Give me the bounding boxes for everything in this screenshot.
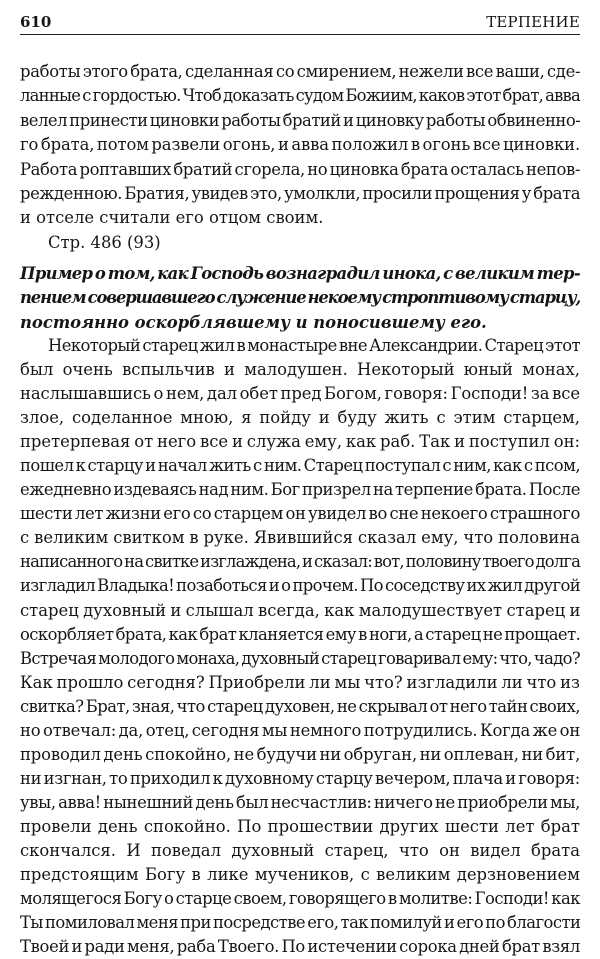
text-line: изгладил Владыка! позаботься и о прочем. По соседству их жил другой bbox=[20, 576, 580, 596]
text-line: ланные с гордостью. Чтоб доказать судом Божиим, каков этот брат, авва bbox=[20, 86, 581, 106]
text-line: ни изгнан, то приходил к духовному старцу вечером, плача и говоря: bbox=[20, 768, 580, 788]
text-line: претерпевая от него все и служа ему, как раб. Так и поступил он: bbox=[20, 432, 581, 452]
page-number: 610 bbox=[20, 13, 52, 31]
heading-line: постоянно оскорблявшему и поносившему его. bbox=[20, 312, 487, 332]
running-header bbox=[20, 12, 580, 35]
text-line: с великим свитком в руке. Явившийся сказал ему, что половина bbox=[20, 528, 580, 548]
text-line: ежедневно издеваясь над ним. Бог призрел на терпение брата. После bbox=[20, 480, 580, 500]
text-line: Работа роптавших братий сгорела, но циновка брата осталась непов- bbox=[20, 159, 580, 179]
text-line: Некоторый старец жил в монастыре вне Александрии. Старец этот bbox=[48, 336, 580, 355]
text-line: пошел к старцу и начал жить с ним. Старец поступал с ним, как с псом, bbox=[20, 456, 580, 476]
heading-line: Пример о том, как Господь вознаградил инока, с великим тер- bbox=[20, 264, 580, 283]
text-line: свитка? Брат, зная, что старец духовен, не скрывал от него тайн своих, bbox=[20, 696, 581, 716]
text-line: предстоящим Богу в лике мучеников, с великим дерзновением bbox=[20, 865, 580, 885]
text-line: проводил день спокойно, не будучи ни обруган, ни оплеван, ни бит, bbox=[20, 744, 581, 764]
text-line: велел принести циновки работы братий и циновку работы обвиненно- bbox=[20, 110, 581, 130]
text-line: режденною. Братия, увидев это, умолкли, просили прощения у брата bbox=[20, 183, 581, 203]
text-line: Встречая молодого монаха, духовный старец говаривал ему: что, чадо? bbox=[20, 648, 580, 668]
text-line: увы, авва! нынешний день был несчастлив: ничего не приобрели мы, bbox=[20, 792, 580, 812]
text-line: злое, соделанное мною, я пойду и буду жить с этим старцем, bbox=[20, 408, 580, 428]
source-reference: Стр. 486 (93) bbox=[48, 232, 161, 252]
heading-line: пением совершавшего служение некоему строптивому старцу, bbox=[20, 288, 581, 308]
text-line: го брата, потом развели огонь, и авва положил в огонь все циновки. bbox=[20, 135, 581, 155]
running-title: ТЕРПЕНИЕ bbox=[486, 13, 580, 31]
text-line: Ты помиловал меня при посредстве его, так помилуй и его по благости bbox=[20, 913, 581, 933]
text-line: скончался. И поведал духовный старец, что он видел брата bbox=[20, 840, 580, 860]
text-line: но отвечал: да, отец, сегодня мы немного потрудились. Когда же он bbox=[20, 720, 581, 740]
text-line: Твоей и ради меня, раба Твоего. По истечении сорока дней брат взял bbox=[20, 937, 580, 957]
text-line: был очень вспыльчив и малодушен. Некоторый юный монах, bbox=[20, 360, 580, 380]
paragraph-continued bbox=[20, 60, 580, 255]
section-heading bbox=[20, 262, 580, 335]
text-line: написанного на свитке изглаждена, и сказал: вот, половину твоего долга bbox=[20, 552, 580, 572]
text-line: наслышавшись о нем, дал обет пред Богом, говоря: Господи! за все bbox=[20, 384, 580, 404]
text-line: оскорбляет брата, как брат кланяется ему в ноги, а старец не прощает. bbox=[20, 624, 581, 644]
text-line: провели день спокойно. По прошествии других шести лет брат bbox=[20, 816, 580, 836]
text-line: молящегося Богу о старце своем, говорящего в молитве: Господи! как bbox=[20, 889, 580, 909]
text-line: работы этого брата, сделанная со смирением, нежели все ваши, сде- bbox=[20, 62, 581, 81]
text-line: и отселе считали его отцом своим. bbox=[20, 208, 324, 228]
text-line: старец духовный и слышал всегда, как малодушествует старец и bbox=[20, 600, 581, 620]
text-line: Как прошло сегодня? Приобрели ли мы что? изгладили ли что из bbox=[20, 672, 580, 692]
paragraph-story bbox=[20, 334, 580, 959]
text-line: шести лет жизни его со старцем он увидел во сне некоего страшного bbox=[20, 504, 580, 524]
